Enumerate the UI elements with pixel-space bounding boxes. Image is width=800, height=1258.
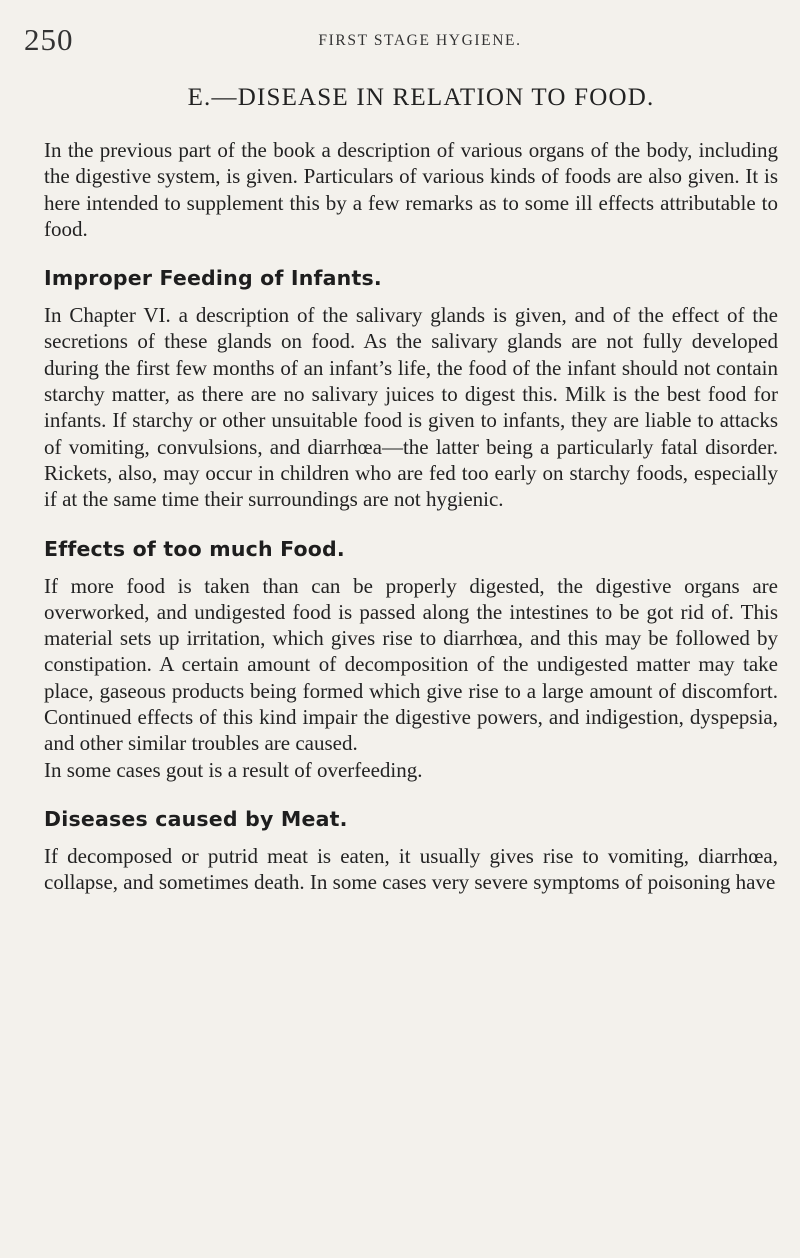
running-title: FIRST STAGE HYGIENE. [318, 32, 522, 49]
section-heading: E.—DISEASE IN RELATION TO FOOD. [187, 84, 655, 111]
paragraph-improper-feeding: In Chapter VI. a description of the salivary glands is given, and of the effect of the secretions of these glands on food. As the salivary glands are not fully developed during the first few months of an infant’s life, the food of the infant should not contain starchy matter, as there are no salivary juices to digest this. Milk is the best food for infants. If starchy or other unsuitable food is given to infants, they are liable to attacks of vomiting, convulsions, and diarrhœa—the latter being a particularly fatal disorder. Rickets, also, may occur in children who are fed too early on starchy foods, especially if at the same time their surroundings are not hygienic. [44, 303, 778, 512]
running-head [24, 22, 776, 62]
intro-paragraph: In the previous part of the book a description of various organs of the body, including the digestive system, is given. Particulars of various kinds of foods are also given. It is here intended to supplement this by a few remarks as to some ill effects attributable to food. [44, 138, 778, 241]
paragraph-gout: In some cases gout is a result of overfeeding. [44, 757, 423, 782]
subheading-improper-feeding: Improper Feeding of Infants. [44, 266, 382, 291]
paragraph-too-much-food: If more food is taken than can be properly digested, the digestive organs are overworked, and undigested food is passed along the intestines to be got rid of. This material sets up irritation, which gives rise to diarrhœa, and this may be followed by constipation. A certain amount of decomposition of the undigested matter may take place, gaseous products being formed which give rise to a large amount of discomfort. Continued effects of this kind impair the digestive powers, and indigestion, dyspepsia, and other similar troubles are caused. [44, 573, 778, 756]
subheading-meat-diseases: Diseases caused by Meat. [44, 806, 348, 831]
subheading-too-much-food: Effects of too much Food. [44, 536, 345, 561]
page-content [44, 84, 778, 896]
paragraph-meat-diseases: If decomposed or putrid meat is eaten, it usually gives rise to vomiting, diarrhœa, collapse, and sometimes death. In some cases very severe symptoms of poisoning have [44, 843, 778, 895]
page-number: 250 [24, 22, 74, 57]
